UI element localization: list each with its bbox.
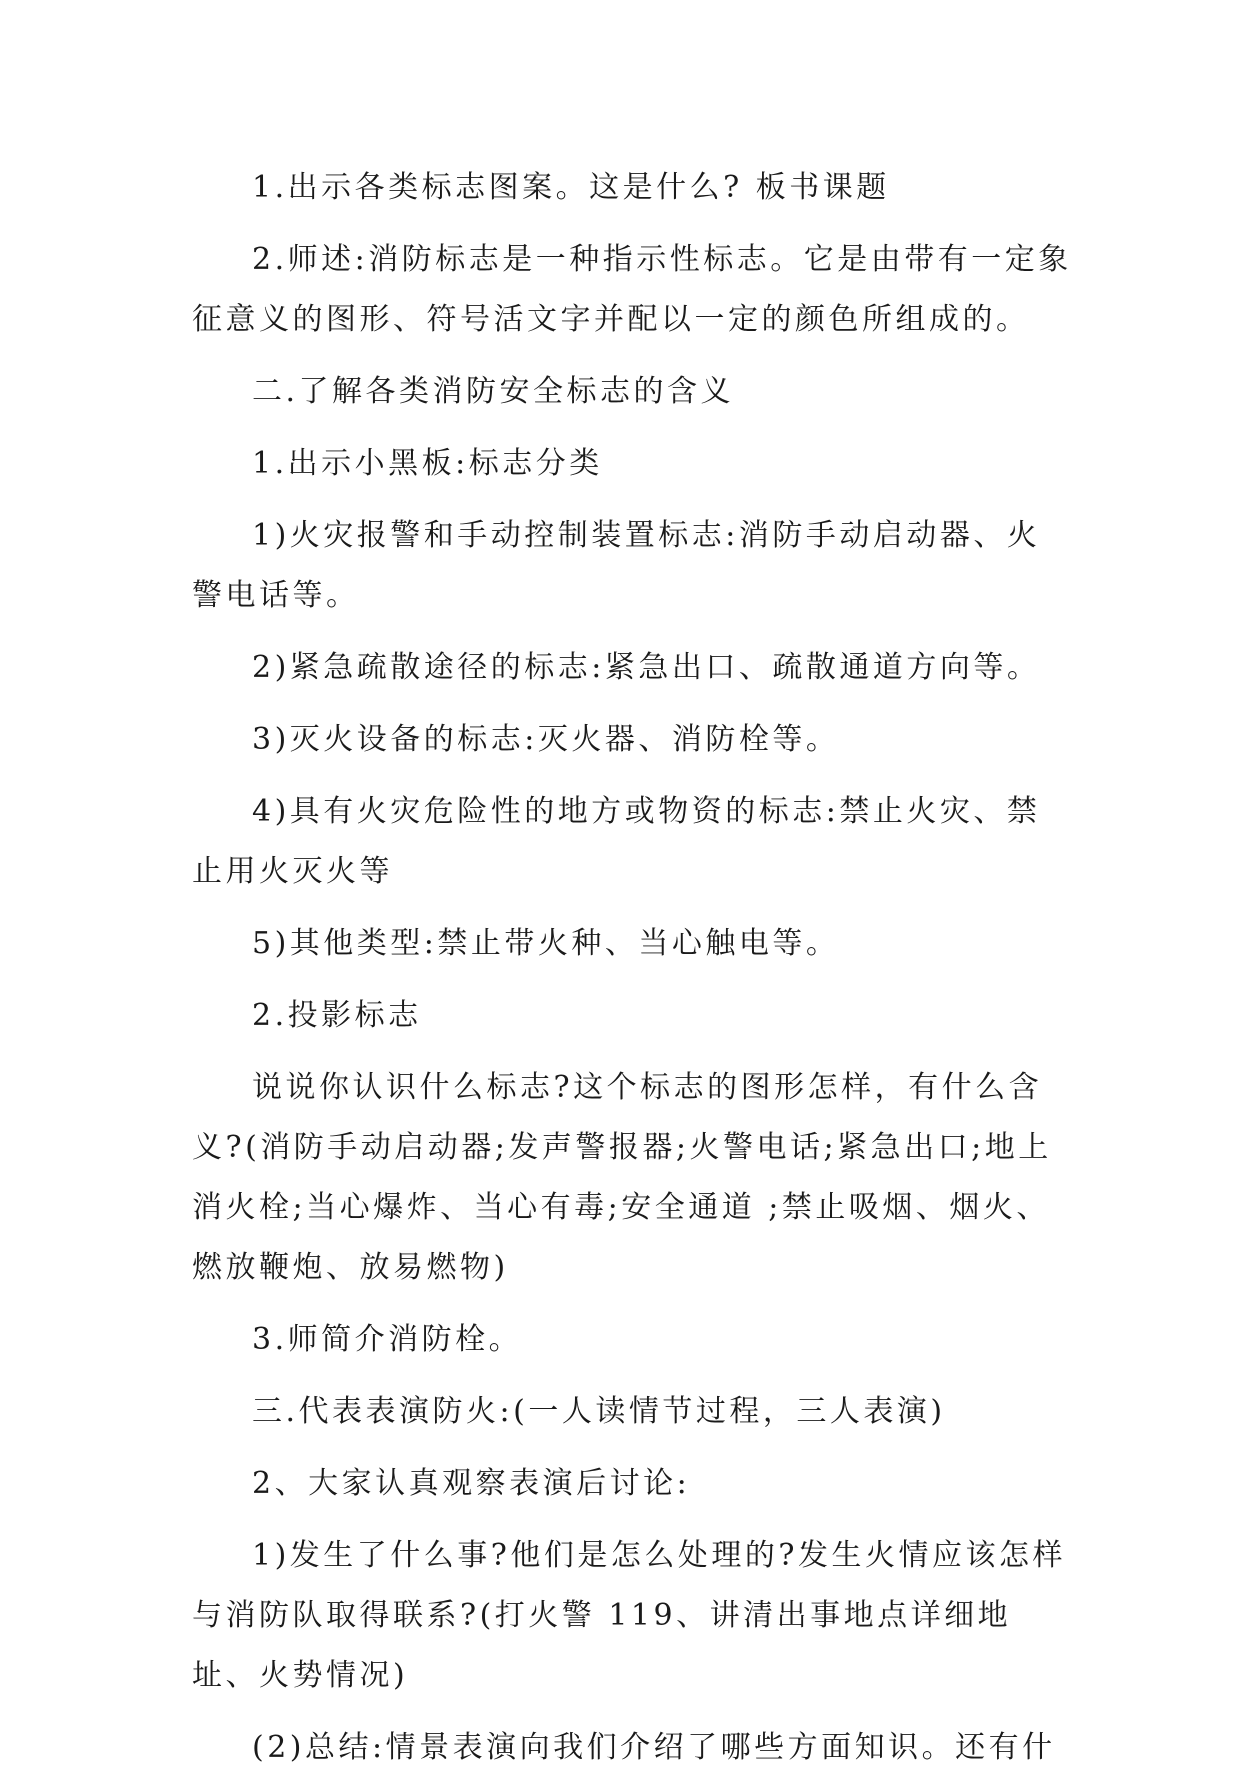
paragraph-5: 说说你认识什么标志?这个标志的图形怎样，有什么含义?(消防手动启动器;发声警报器;火警电话;紧急出口;地上消火栓;当心爆炸、当心有毒;安全通道 ;禁止吸烟、烟火、燃放鞭炮、放易燃物)	[192, 1070, 1052, 1285]
list-item-1: 1)火灾报警和手动控制装置标志:消防手动启动器、火警电话等。	[192, 518, 1041, 613]
paragraph-6: 3.师简介消防栓。	[252, 1322, 523, 1357]
paragraph-4: 2.投影标志	[252, 998, 422, 1033]
list-item-2: 2)紧急疏散途径的标志:紧急出口、疏散通道方向等。	[252, 650, 1041, 685]
list-item-4: 4)具有火灾危险性的地方或物资的标志:禁止火灾、禁止用火灭火等	[192, 794, 1041, 889]
paragraph-1: 1.出示各类标志图案。这是什么? 板书课题	[252, 170, 890, 205]
list-item-6: 1)发生了什么事?他们是怎么处理的?发生火情应该怎样与消防队取得联系?(打火警 119、讲清出事地点详细地址、火势情况)	[192, 1538, 1066, 1693]
paragraph-2: 2.师述:消防标志是一种指示性标志。它是由带有一定象征意义的图形、符号活文字并配以一定的颜色所组成的。	[192, 242, 1072, 337]
document-body	[192, 158, 1072, 1790]
paragraph-3: 1.出示小黑板:标志分类	[252, 446, 603, 481]
paragraph-8: (2)总结:情景表演向我们介绍了哪些方面知识。还有什	[252, 1730, 1056, 1765]
paragraph-7: 2、大家认真观察表演后讨论:	[252, 1466, 691, 1501]
list-item-5: 5)其他类型:禁止带火种、当心触电等。	[252, 926, 840, 961]
section-heading-3: 三.代表表演防火:(一人读情节过程，三人表演)	[252, 1394, 946, 1429]
section-heading-2: 二.了解各类消防安全标志的含义	[252, 374, 735, 409]
list-item-3: 3)灭火设备的标志:灭火器、消防栓等。	[252, 722, 840, 757]
